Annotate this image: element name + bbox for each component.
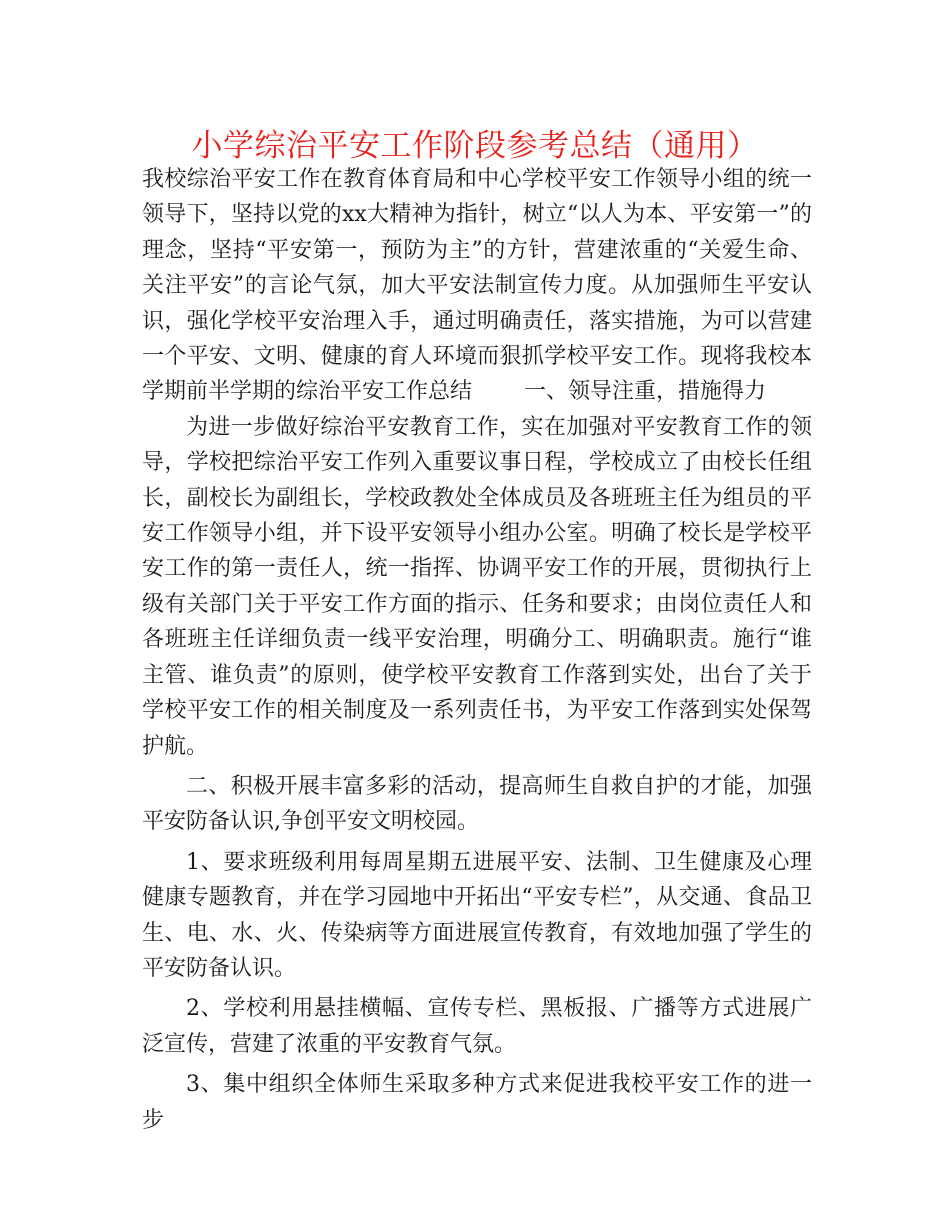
document-body: [142, 162, 812, 1138]
section-1-paragraph: 为进一步做好综治平安教育工作，实在加强对平安教育工作的领导，学校把综治平安工作列入重要议事日程，学校成立了由校长任组长，副校长为副组长，学校政教处全体成员及各班班主任为组员的平安工作领导小组，并下设平安领导小组办公室。明确了校长是学校平安工作的第一责任人，统一指挥、协调平安工作的开展，贯彻执行上级有关部门关于平安工作方面的指示、任务和要求；由岗位责任人和各班班主任详细负责一线平安治理，明确分工、明确职责。施行“谁主管、谁负责”的原则，使学校平安教育工作落到实处，出台了关于学校平安工作的相关制度及一系列责任书，为平安工作落到实处保驾护航。: [142, 414, 812, 759]
list-item-2: 2、学校利用悬挂横幅、宣传专栏、黑板报、广播等方式进展广泛宣传，营建了浓重的平安教育气氛。: [142, 996, 812, 1057]
intro-paragraph: [142, 162, 812, 410]
document-title: 小学综治平安工作阶段参考总结（通用）: [191, 128, 759, 164]
list-item-3: 3、集中组织全体师生采取多种方式来促进我校平安工作的进一步: [142, 1072, 812, 1133]
intro-text: 我校综治平安工作在教育体育局和中心学校平安工作领导小组的统一领导下，坚持以党的xx大精神为指针，树立“以人为本、平安第一”的理念，坚持“平安第一，预防为主”的方针，营建浓重的“关爱生命、关注平安”的言论气氛，加大平安法制宣传力度。从加强师生平安认识，强化学校平安治理入手，通过明确责任，落实措施，为可以营建一个平安、文明、健康的育人环境而狠抓学校平安工作。现将我校本学期前半学期的综治平安工作总结: [142, 167, 812, 405]
section-heading-1: 一、领导注重，措施得力: [524, 379, 767, 405]
section-2-paragraph: 二、积极开展丰富多彩的活动，提高师生自救自护的才能，加强平安防备认识,争创平安文明校园。: [142, 773, 812, 835]
list-item-1: 1、要求班级利用每周星期五进展平安、法制、卫生健康及心理健康专题教育，并在学习园地中开拓出“平安专栏”，从交通、食品卫生、电、水、火、传染病等方面进展宣传教育，有效地加强了学生的平安防备认识。: [142, 849, 812, 981]
